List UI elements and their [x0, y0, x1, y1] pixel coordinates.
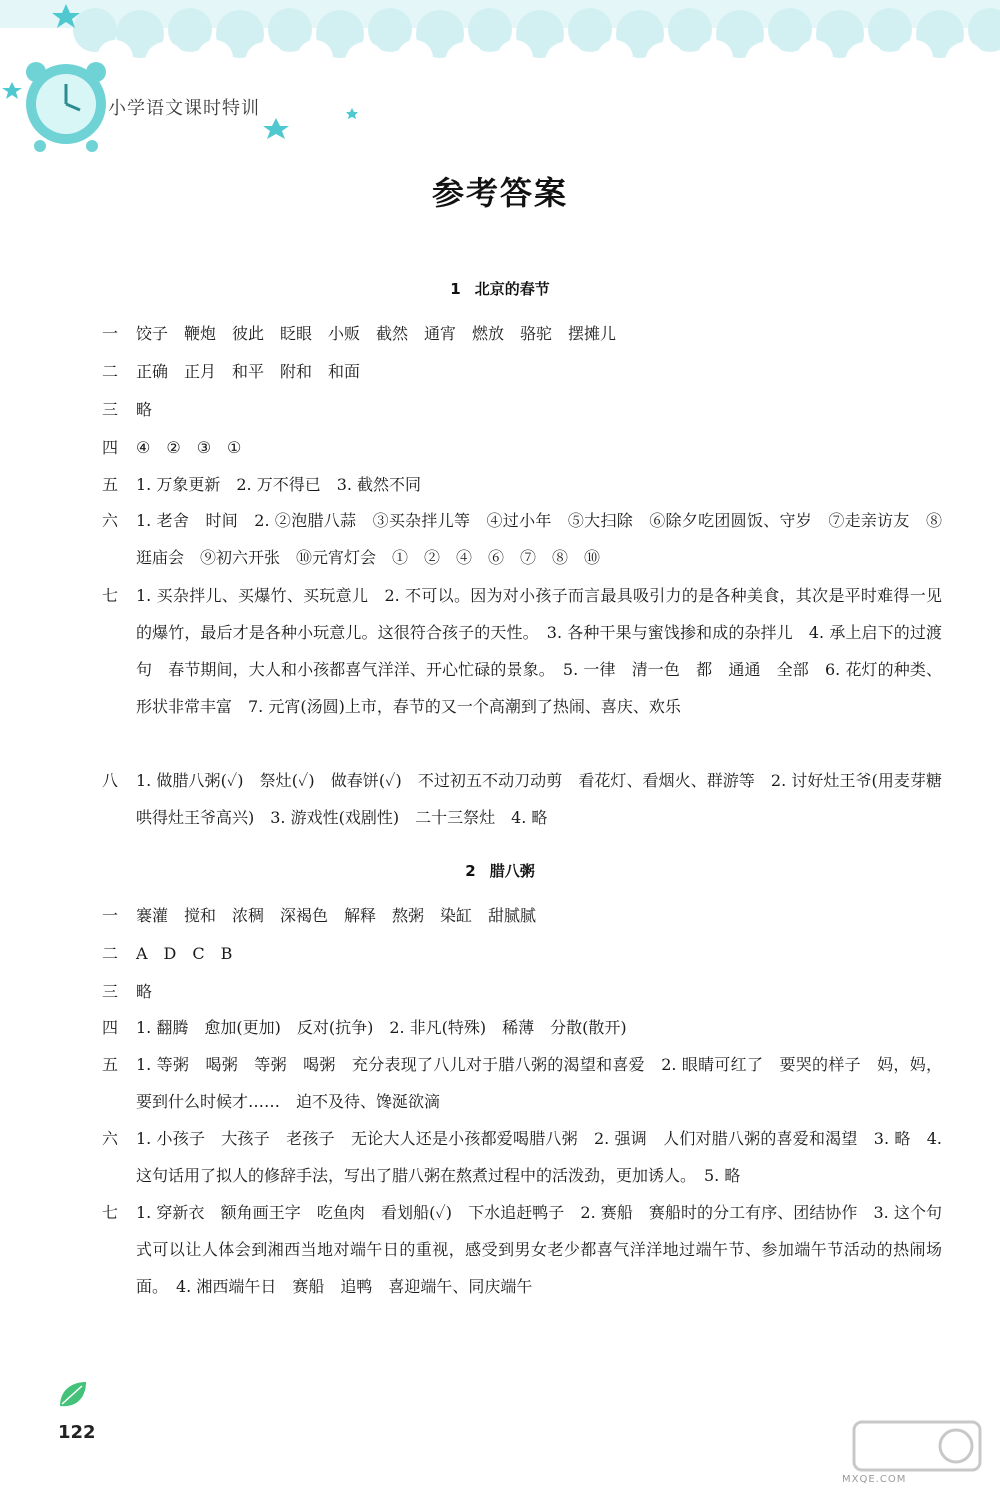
answer-row	[102, 353, 942, 390]
answer-row	[102, 935, 942, 972]
page-title: 参考答案	[431, 174, 568, 212]
section-number: 2	[465, 862, 476, 880]
answer-text: 1. 穿新衣 额角画王字 吃鱼肉 看划船(✓) 下水追赶鸭子 2. 赛船 赛船时的分工有序、团结协作 3. 这个句式可以让人体会到湘西当地对端午日的重视，感受到男女老少都喜气洋洋地过端午节、参加端午节活动的热闹场面。 4. 湘西端午日 赛船 追鸭 喜迎端午、同庆端午	[136, 1203, 942, 1296]
answer-label: 七	[102, 586, 119, 605]
answer-row	[102, 762, 942, 836]
answer-row	[102, 577, 942, 725]
answer-row	[102, 502, 942, 576]
answer-row	[102, 391, 942, 428]
answer-label: 四	[102, 438, 119, 457]
watermark-text: MXQE.COM	[842, 1474, 907, 1485]
answer-label: 六	[102, 511, 119, 530]
answer-text: 1. 等粥 喝粥 等粥 喝粥 充分表现了八儿对于腊八粥的渴望和喜爱 2. 眼睛可红了 要哭的样子 妈，妈，要到什么时候才…… 迫不及待、馋涎欲滴	[136, 1055, 942, 1111]
answer-row	[102, 466, 942, 503]
book-title: 小学语文课时特训	[108, 98, 260, 119]
answer-text: 1. 小孩子 大孩子 老孩子 无论大人还是小孩都爱喝腊八粥 2. 强调 人们对腊八粥的喜爱和渴望 3. 略 4. 这句话用了拟人的修辞手法，写出了腊八粥在熬煮过程中的活泼劲，更加诱人。 5. 略	[136, 1129, 942, 1185]
answer-row	[102, 1194, 942, 1305]
watermark-logo	[852, 1418, 982, 1474]
answer-text: A D C B	[136, 944, 233, 963]
answer-text: 略	[136, 982, 153, 1001]
answer-text: 1. 做腊八粥(✓) 祭灶(✓) 做春饼(✓) 不过初五不动刀动剪 看花灯、看烟火、群游等 2. 讨好灶王爷(用麦芽糖哄得灶王爷高兴) 3. 游戏性(戏剧性) 二十三祭灶 4. 略	[136, 771, 942, 827]
answer-text: 饺子 鞭炮 彼此 眨眼 小贩 截然 通宵 燃放 骆驼 摆摊儿	[136, 324, 617, 343]
header-decoration	[0, 0, 1000, 160]
answer-text: 略	[136, 400, 153, 419]
answer-row	[102, 315, 942, 352]
answer-row	[102, 1009, 942, 1046]
answer-text: 褰灌 搅和 浓稠 深褐色 解释 熬粥 染缸 甜腻腻	[136, 906, 537, 925]
page-number: 122	[58, 1422, 96, 1443]
answer-label: 四	[102, 1018, 119, 1037]
answer-row	[102, 429, 942, 466]
leaf-icon	[56, 1378, 90, 1412]
section-title	[0, 278, 1000, 299]
answer-row	[102, 1046, 942, 1120]
section-title	[0, 860, 1000, 881]
answer-text: 1. 翻腾 愈加(更加) 反对(抗争) 2. 非凡(特殊) 稀薄 分散(散开)	[136, 1018, 627, 1037]
answer-label: 三	[102, 982, 119, 1001]
answer-label: 三	[102, 400, 119, 419]
section-number: 1	[450, 280, 461, 298]
section-title-text: 北京的春节	[474, 280, 550, 298]
page-header	[0, 0, 1000, 160]
answer-label: 八	[102, 771, 119, 790]
answer-label: 六	[102, 1129, 119, 1148]
answer-label: 二	[102, 944, 119, 963]
answer-label: 七	[102, 1203, 119, 1222]
section-title-text: 腊八粥	[489, 862, 535, 880]
answer-text: 正确 正月 和平 附和 和面	[136, 362, 361, 381]
answer-label: 一	[102, 906, 119, 925]
answer-row	[102, 1120, 942, 1194]
answer-row	[102, 973, 942, 1010]
answer-text: ④ ② ③ ①	[136, 438, 242, 457]
answer-text: 1. 万象更新 2. 万不得已 3. 截然不同	[136, 475, 422, 494]
answer-label: 五	[102, 1055, 119, 1074]
answer-row	[102, 897, 942, 934]
answer-label: 五	[102, 475, 119, 494]
answer-text: 1. 买杂拌儿、买爆竹、买玩意儿 2. 不可以。因为对小孩子而言最具吸引力的是各种美食，其次是平时难得一见的爆竹，最后才是各种小玩意儿。这很符合孩子的天性。 3. 各种干果与蜜饯掺和成的杂拌儿 4. 承上启下的过渡句 春节期间，大人和小孩都喜气洋洋、开心忙碌的景象。 5. 一律 清一色 都 通通 全部 6. 花灯的种类、形状非常丰富 7. 元宵(汤圆)上市，春节的又一个高潮到了热闹、喜庆、欢乐	[136, 586, 942, 716]
answer-text: 1. 老舍 时间 2. ②泡腊八蒜 ③买杂拌儿等 ④过小年 ⑤大扫除 ⑥除夕吃团圆饭、守岁 ⑦走亲访友 ⑧逛庙会 ⑨初六开张 ⑩元宵灯会 ① ② ④ ⑥ ⑦ ⑧ ⑩	[136, 511, 942, 567]
answer-label: 一	[102, 324, 119, 343]
clock-mascot-icon	[26, 62, 106, 152]
answer-label: 二	[102, 362, 119, 381]
